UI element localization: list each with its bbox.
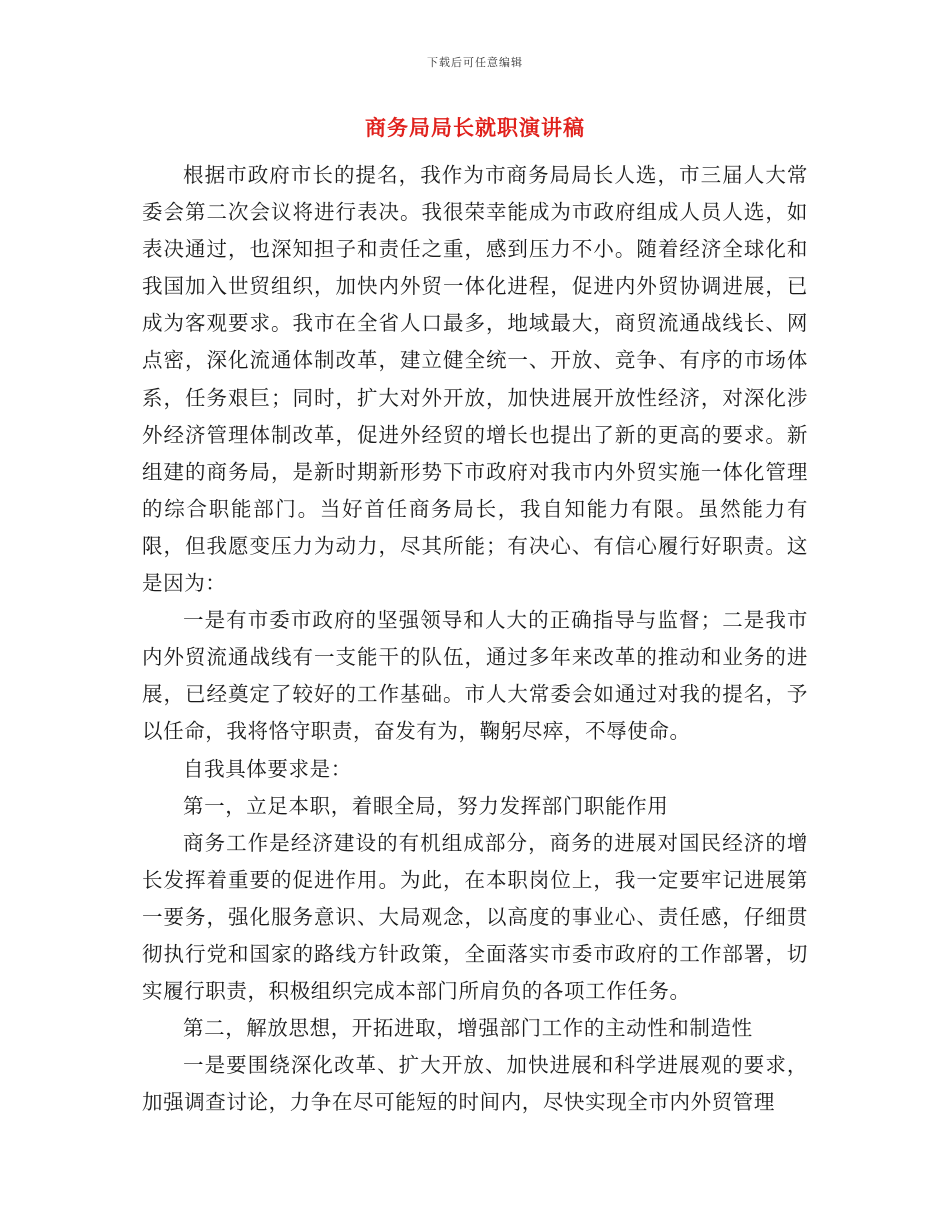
section-heading-second: 第二，解放思想，开拓进取，增强部门工作的主动性和制造性: [183, 1016, 753, 1041]
paragraph-intro: 根据市政府市长的提名，我作为市商务局局长人选，市三届人大常委会第二次会议将进行表决。我很荣幸能成为市政府组成人员人选，如表决通过，也深知担子和责任之重，感到压力不小。随着经济全球化和我国加入世贸组织，加快内外贸一体化进程，促进内外贸协调进展，已成为客观要求。我市在全省人口最多，地域最大，商贸流通战线长、网点密，深化流通体制改革，建立健全统一、开放、竞争、有序的市场体系，任务艰巨；同时，扩大对外开放，加快进展开放性经济，对深化涉外经济管理体制改革，促进外经贸的增长也提出了新的更高的要求。新组建的商务局，是新时期新形势下市政府对我市内外贸实施一体化管理的综合职能部门。当好首任商务局长，我自知能力有限。虽然能力有限，但我愿变压力为动力，尽其所能；有决心、有信心履行好职责。这是因为：: [142, 163, 808, 596]
document-title: 商务局局长就职演讲稿: [365, 116, 585, 140]
section-heading-first: 第一，立足本职，着眼全局，努力发挥部门职能作用: [183, 793, 669, 818]
document-body: [142, 157, 808, 1121]
page-header-note: 下载后可任意编辑: [427, 56, 523, 69]
paragraph-reasons: 一是有市委市政府的坚强领导和人大的正确指导与监督；二是我市内外贸流通战线有一支能干的队伍，通过多年来改革的推动和业务的进展，已经奠定了较好的工作基础。市人大常委会如通过对我的提名，予以任命，我将恪守职责，奋发有为，鞠躬尽瘁，不辱使命。: [142, 608, 808, 744]
paragraph-requirements-lead: 自我具体要求是：: [183, 756, 352, 781]
paragraph-first-detail: 商务工作是经济建设的有机组成部分，商务的进展对国民经济的增长发挥着重要的促进作用。为此，在本职岗位上，我一定要牢记进展第一要务，强化服务意识、大局观念，以高度的事业心、责任感，仔细贯彻执行党和国家的路线方针政策，全面落实市委市政府的工作部署，切实履行职责，积极组织完成本部门所肩负的各项工作任务。: [142, 830, 808, 1004]
paragraph-second-detail: 一是要围绕深化改革、扩大开放、加快进展和科学进展观的要求，加强调查讨论，力争在尽可能短的时间内，尽快实现全市内外贸管理: [142, 1053, 808, 1115]
